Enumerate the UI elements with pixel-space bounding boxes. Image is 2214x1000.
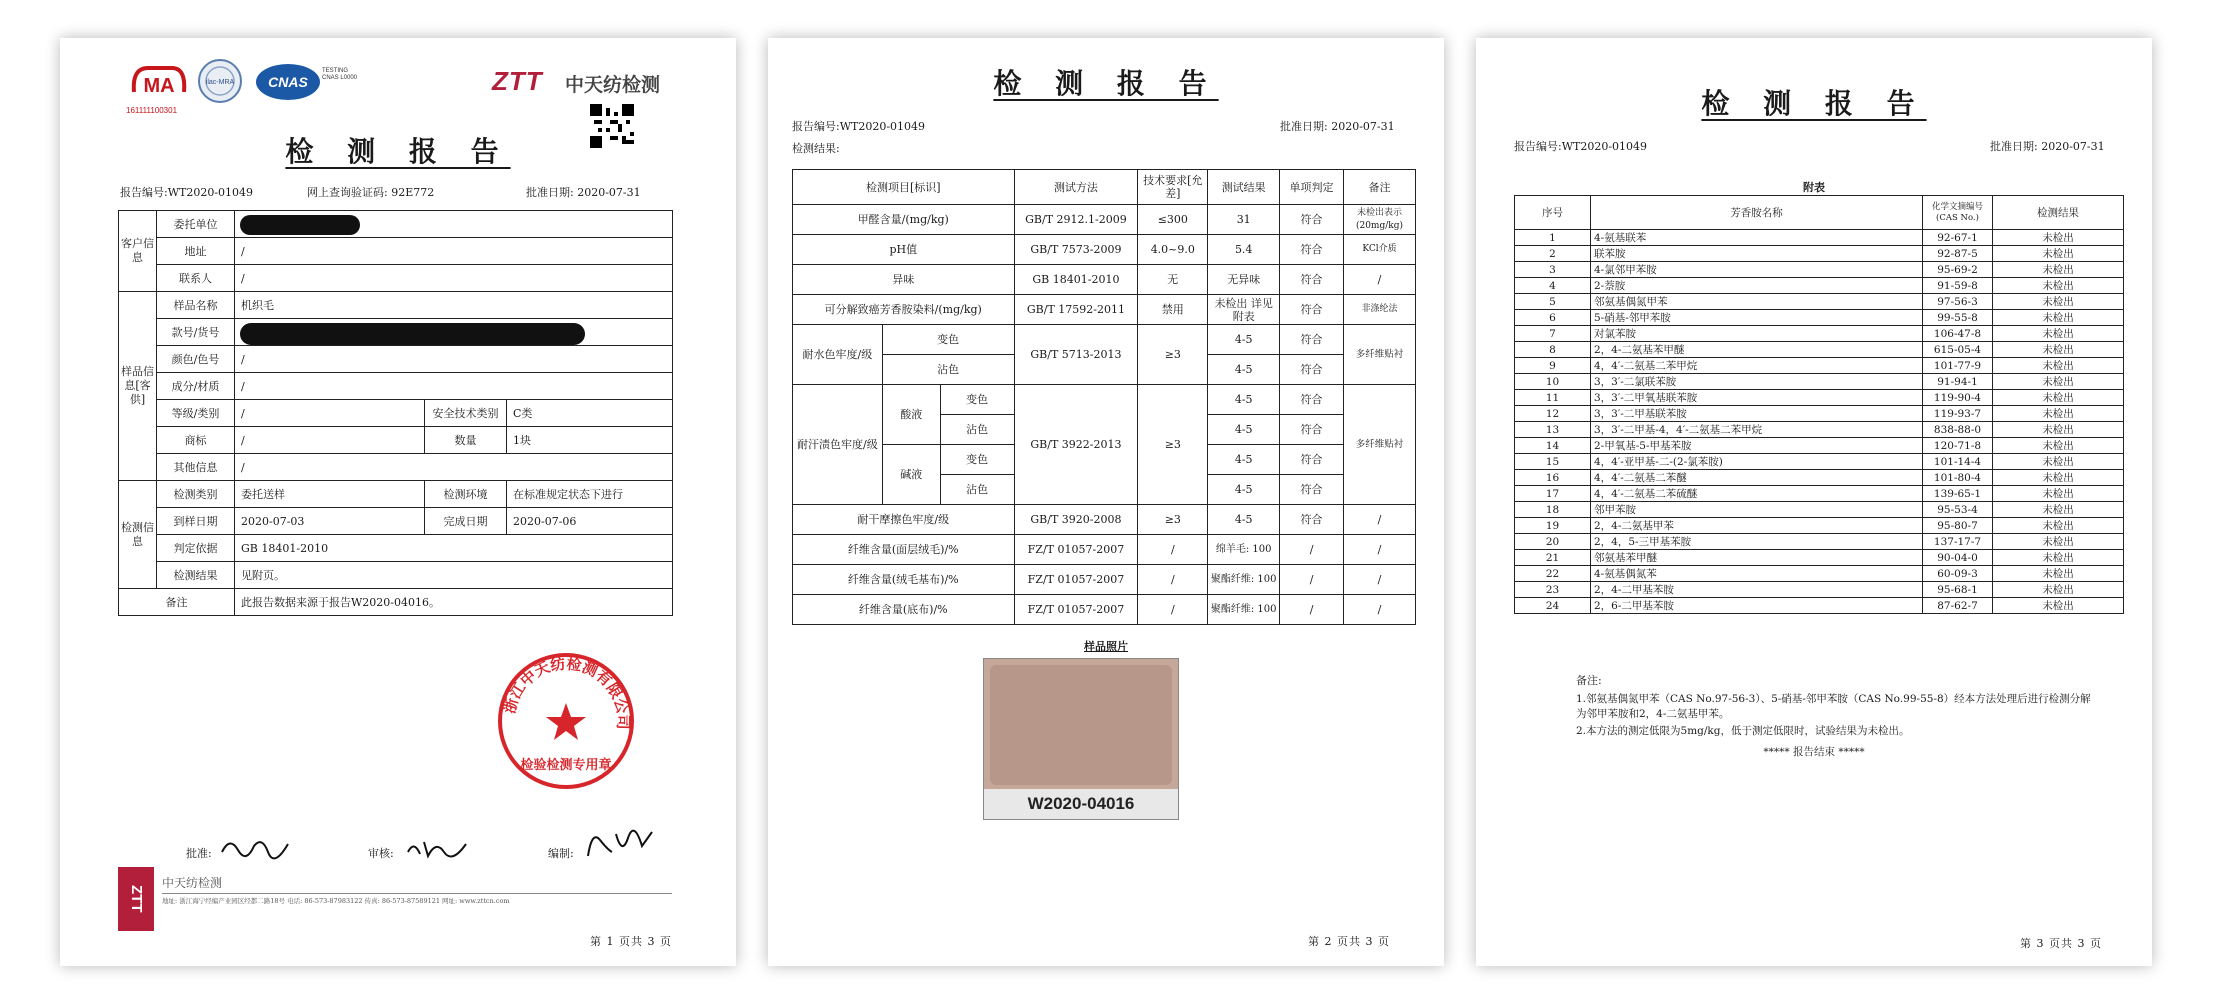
row-name: 2，4-二氨基苯甲醚 (1591, 342, 1923, 358)
cell: 符合 (1280, 295, 1344, 325)
cell: / (1280, 535, 1344, 565)
header-cas: 化学文摘编号(CAS No.) (1923, 196, 1993, 230)
cell: ≥3 (1138, 325, 1208, 385)
item-ph: pH值 (793, 235, 1015, 265)
row-result: 未检出 (1993, 470, 2124, 486)
page-title: 检 测 报 告 (285, 135, 511, 168)
cell: GB/T 2912.1-2009 (1014, 205, 1138, 235)
table-row (1515, 454, 2124, 470)
row-cas: 91-59-8 (1923, 278, 1993, 294)
row-name: 对氯苯胺 (1591, 326, 1923, 342)
row-cas: 615-05-4 (1923, 342, 1993, 358)
header-result: 检测结果 (1993, 196, 2124, 230)
ztt-brand-logo: ZTT (492, 66, 543, 96)
row-no: 16 (1515, 470, 1591, 486)
composition-value: / (235, 373, 673, 400)
cell: ≥3 (1138, 505, 1208, 535)
row-name: 4-氨基联苯 (1591, 230, 1923, 246)
contact-label: 联系人 (157, 265, 235, 292)
cell: 沾色 (882, 355, 1014, 385)
photo-title: 样品照片 (1084, 640, 1128, 653)
cell: GB/T 7573-2009 (1014, 235, 1138, 265)
cell: 聚酯纤维: 100 (1208, 565, 1280, 595)
row-result: 未检出 (1993, 262, 2124, 278)
item-odor: 异味 (793, 265, 1015, 295)
row-name: 3，3′-二氯联苯胺 (1591, 374, 1923, 390)
row-no: 7 (1515, 326, 1591, 342)
row-no: 2 (1515, 246, 1591, 262)
basis-value: GB 18401-2010 (235, 535, 673, 562)
safety-label: 安全技术类别 (425, 400, 507, 427)
row-cas: 119-90-4 (1923, 390, 1993, 406)
table-row (1515, 230, 2124, 246)
header-remark: 备注 (1343, 170, 1415, 205)
review-signature-icon (404, 834, 470, 862)
cell: 4-5 (1208, 325, 1280, 355)
row-name: 2-甲氧基-5-甲基苯胺 (1591, 438, 1923, 454)
cell: 4-5 (1208, 475, 1280, 505)
cell: FZ/T 01057-2007 (1014, 565, 1138, 595)
item-formaldehyde: 甲醛含量/(mg/kg) (793, 205, 1015, 235)
report-number: 报告编号:WT2020-01049 (1514, 140, 1648, 153)
grade-value: / (235, 400, 425, 427)
header-no: 序号 (1515, 196, 1591, 230)
row-name: 3，3′-二甲基-4，4′-二氨基二苯甲烷 (1591, 422, 1923, 438)
table-row (1515, 326, 2124, 342)
svg-text:检验检测专用章: 检验检测专用章 (520, 758, 612, 773)
page-number: 第 3 页共 3 页 (2020, 937, 2102, 950)
compile-label: 编制: (548, 847, 574, 860)
row-cas: 97-56-3 (1923, 294, 1993, 310)
footer-divider (162, 893, 672, 894)
table-row (1515, 294, 2124, 310)
cell: 符合 (1280, 415, 1344, 445)
table-row (1515, 406, 2124, 422)
approve-date: 批准日期: 2020-07-31 (1280, 120, 1395, 133)
row-name: 2，4-二甲基苯胺 (1591, 582, 1923, 598)
row-no: 24 (1515, 598, 1591, 614)
test-results-table (792, 169, 1416, 625)
cell: / (1280, 565, 1344, 595)
trademark-label: 商标 (157, 427, 235, 454)
svg-text:浙江中天纺检测有限公司: 浙江中天纺检测有限公司 (500, 654, 633, 730)
footer-brand: 中天纺检测 (162, 876, 223, 890)
row-name: 4，4′-二氨基二苯醚 (1591, 470, 1923, 486)
cell: 无 (1138, 265, 1208, 295)
row-result: 未检出 (1993, 438, 2124, 454)
svg-text:ilac-MRA: ilac-MRA (205, 79, 235, 86)
cell: / (1343, 265, 1415, 295)
cell: 碱液 (882, 445, 940, 505)
color-label: 颜色/色号 (157, 346, 235, 373)
approve-label: 批准: (186, 847, 212, 860)
row-no: 12 (1515, 406, 1591, 422)
remark-value: 此报告数据来源于报告W2020-04016。 (235, 589, 673, 616)
row-name: 3，3′-二甲氧基联苯胺 (1591, 390, 1923, 406)
table-row (1515, 390, 2124, 406)
model-label: 款号/货号 (157, 319, 235, 346)
row-result: 未检出 (1993, 342, 2124, 358)
cell: 5.4 (1208, 235, 1280, 265)
table-row (1515, 438, 2124, 454)
cell: 符合 (1280, 445, 1344, 475)
cell: 4.0~9.0 (1138, 235, 1208, 265)
env-label: 检测环境 (425, 481, 507, 508)
cell: 符合 (1280, 385, 1344, 415)
svg-text:MA: MA (143, 75, 175, 97)
row-result: 未检出 (1993, 294, 2124, 310)
row-no: 11 (1515, 390, 1591, 406)
finish-value: 2020-07-06 (507, 508, 673, 535)
row-result: 未检出 (1993, 310, 2124, 326)
row-cas: 101-80-4 (1923, 470, 1993, 486)
table-row (1515, 486, 2124, 502)
composition-label: 成分/材质 (157, 373, 235, 400)
color-value: / (235, 346, 673, 373)
row-cas: 60-09-3 (1923, 566, 1993, 582)
row-result: 未检出 (1993, 518, 2124, 534)
row-result: 未检出 (1993, 374, 2124, 390)
cell: 沾色 (940, 415, 1014, 445)
appendix-title: 附表 (1803, 181, 1825, 194)
cell: / (1343, 535, 1415, 565)
table-row (1515, 422, 2124, 438)
quantity-label: 数量 (425, 427, 507, 454)
cell: / (1138, 535, 1208, 565)
test-group-label: 检测信息 (119, 481, 157, 589)
basic-info-table (118, 210, 673, 616)
cell: 符合 (1280, 235, 1344, 265)
row-name: 联苯胺 (1591, 246, 1923, 262)
row-result: 未检出 (1993, 230, 2124, 246)
redaction-model (240, 323, 585, 345)
item-sweat-fastness: 耐汗渍色牢度/级 (793, 385, 883, 505)
cma-logo-icon (128, 62, 190, 106)
ilac-mra-logo-icon (197, 58, 243, 104)
cell: 4-5 (1208, 505, 1280, 535)
results-label: 检测结果: (792, 142, 840, 155)
item-fiber-3: 纤维含量(底布)/% (793, 595, 1015, 625)
row-no: 15 (1515, 454, 1591, 470)
header-name: 芳香胺名称 (1591, 196, 1923, 230)
cell: 符合 (1280, 475, 1344, 505)
table-row (1515, 502, 2124, 518)
table-row (1515, 534, 2124, 550)
row-name: 2-萘胺 (1591, 278, 1923, 294)
table-row (1515, 374, 2124, 390)
row-cas: 106-47-8 (1923, 326, 1993, 342)
page-number: 第 2 页共 3 页 (1308, 935, 1390, 948)
row-no: 17 (1515, 486, 1591, 502)
footer-ztt-logo: ZTT (118, 867, 154, 931)
row-result: 未检出 (1993, 406, 2124, 422)
table-row (1515, 598, 2124, 614)
ztt-brand-cn: 中天纺检测 (565, 75, 661, 96)
quantity-value: 1块 (507, 427, 673, 454)
row-cas: 95-80-7 (1923, 518, 1993, 534)
test-type-label: 检测类别 (157, 481, 235, 508)
cell: / (1343, 595, 1415, 625)
row-cas: 92-87-5 (1923, 246, 1993, 262)
cell: ≥3 (1138, 385, 1208, 505)
cell: 4-5 (1208, 355, 1280, 385)
header-method: 测试方法 (1014, 170, 1138, 205)
row-no: 23 (1515, 582, 1591, 598)
table-row (1515, 358, 2124, 374)
cell: GB/T 3920-2008 (1014, 505, 1138, 535)
sample-name-value: 机织毛 (235, 292, 673, 319)
row-no: 13 (1515, 422, 1591, 438)
row-name: 2，4-二氨基甲苯 (1591, 518, 1923, 534)
cell: / (1280, 595, 1344, 625)
sample-group-label: 样品信息[客供] (119, 292, 157, 481)
row-name: 4，4′-二氨基二苯甲烷 (1591, 358, 1923, 374)
arrive-value: 2020-07-03 (235, 508, 425, 535)
item-fiber-2: 纤维含量(绒毛基布)/% (793, 565, 1015, 595)
cnas-logo-icon: CNAS (256, 64, 320, 100)
report-end: ***** 报告结束 ***** (1763, 746, 1865, 758)
item-fiber-1: 纤维含量(面层绒毛)/% (793, 535, 1015, 565)
cell: 4-5 (1208, 415, 1280, 445)
cell: 31 (1208, 205, 1280, 235)
item-water-fastness: 耐水色牢度/级 (793, 325, 883, 385)
approve-signature-icon (218, 832, 294, 862)
result-label: 检测结果 (157, 562, 235, 589)
cell: 符合 (1280, 355, 1344, 385)
row-cas: 90-04-0 (1923, 550, 1993, 566)
table-row (1515, 342, 2124, 358)
table-row (1515, 550, 2124, 566)
cma-number: 161111100301 (126, 106, 178, 115)
row-name: 5-硝基-邻甲苯胺 (1591, 310, 1923, 326)
trademark-value: / (235, 427, 425, 454)
cell: / (1343, 505, 1415, 535)
cell: / (1343, 565, 1415, 595)
page-number: 第 1 页共 3 页 (590, 935, 672, 948)
review-label: 审核: (368, 847, 394, 860)
cell: 聚酯纤维: 100 (1208, 595, 1280, 625)
row-name: 邻甲苯胺 (1591, 502, 1923, 518)
sample-name-label: 样品名称 (157, 292, 235, 319)
header-requirement: 技术要求[允差] (1138, 170, 1208, 205)
row-name: 4-氨基偶氮苯 (1591, 566, 1923, 582)
row-result: 未检出 (1993, 358, 2124, 374)
sample-photo (983, 658, 1179, 820)
cnas-sub-text: TESTING CNAS L0000 (322, 68, 358, 81)
cell: ≤300 (1138, 205, 1208, 235)
safety-value: C类 (507, 400, 673, 427)
row-cas: 95-53-4 (1923, 502, 1993, 518)
note-2: 2.本方法的测定低限为5mg/kg，低于测定低限时，试验结果为未检出。 (1576, 725, 1910, 737)
row-result: 未检出 (1993, 550, 2124, 566)
row-result: 未检出 (1993, 390, 2124, 406)
row-result: 未检出 (1993, 566, 2124, 582)
row-name: 4-氯邻甲苯胺 (1591, 262, 1923, 278)
row-cas: 137-17-7 (1923, 534, 1993, 550)
address-label: 地址 (157, 238, 235, 265)
header-item: 检测项目[标识] (793, 170, 1015, 205)
header-result: 测试结果 (1208, 170, 1280, 205)
row-result: 未检出 (1993, 326, 2124, 342)
row-name: 2，4，5-三甲基苯胺 (1591, 534, 1923, 550)
contact-value: / (235, 265, 673, 292)
cell: 4-5 (1208, 385, 1280, 415)
row-cas: 838-88-0 (1923, 422, 1993, 438)
row-no: 19 (1515, 518, 1591, 534)
item-azo: 可分解致癌芳香胺染料/(mg/kg) (793, 295, 1015, 325)
cell: FZ/T 01057-2007 (1014, 535, 1138, 565)
other-value: / (235, 454, 673, 481)
cell: GB/T 3922-2013 (1014, 385, 1138, 505)
approve-date: 批准日期: 2020-07-31 (526, 186, 641, 199)
cell: 变色 (940, 445, 1014, 475)
aromatic-amine-table (1514, 195, 2124, 614)
row-result: 未检出 (1993, 502, 2124, 518)
row-name: 3，3′-二甲基联苯胺 (1591, 406, 1923, 422)
cell: 禁用 (1138, 295, 1208, 325)
table-row (1515, 262, 2124, 278)
row-no: 3 (1515, 262, 1591, 278)
cell: 酸液 (882, 385, 940, 445)
row-no: 18 (1515, 502, 1591, 518)
row-cas: 95-69-2 (1923, 262, 1993, 278)
cell: / (1138, 595, 1208, 625)
page-title: 检 测 报 告 (1701, 87, 1927, 120)
remark-label: 备注 (119, 589, 235, 616)
cell: 变色 (940, 385, 1014, 415)
other-label: 其他信息 (157, 454, 235, 481)
row-no: 5 (1515, 294, 1591, 310)
row-cas: 95-68-1 (1923, 582, 1993, 598)
row-result: 未检出 (1993, 582, 2124, 598)
env-value: 在标准规定状态下进行 (507, 481, 673, 508)
row-result: 未检出 (1993, 534, 2124, 550)
row-cas: 101-77-9 (1923, 358, 1993, 374)
arrive-label: 到样日期 (157, 508, 235, 535)
row-result: 未检出 (1993, 422, 2124, 438)
grade-label: 等级/类别 (157, 400, 235, 427)
row-result: 未检出 (1993, 598, 2124, 614)
row-no: 22 (1515, 566, 1591, 582)
result-value: 见附页。 (235, 562, 673, 589)
row-name: 2，6-二甲基苯胺 (1591, 598, 1923, 614)
cell: / (1138, 565, 1208, 595)
table-row (1515, 246, 2124, 262)
client-group-label: 客户信息 (119, 211, 157, 292)
cell: 绵羊毛: 100 (1208, 535, 1280, 565)
redaction-client (240, 215, 360, 235)
report-page-1 (60, 38, 736, 966)
address-value: / (235, 238, 673, 265)
cell: FZ/T 01057-2007 (1014, 595, 1138, 625)
cell: 非涤纶法 (1343, 295, 1415, 325)
cell: 未检出表示(20mg/kg) (1343, 205, 1415, 235)
row-no: 20 (1515, 534, 1591, 550)
row-cas: 120-71-8 (1923, 438, 1993, 454)
inspection-seal-icon (496, 651, 636, 791)
row-no: 10 (1515, 374, 1591, 390)
item-rub-fastness: 耐干摩擦色牢度/级 (793, 505, 1015, 535)
cell: 无异味 (1208, 265, 1280, 295)
row-result: 未检出 (1993, 486, 2124, 502)
row-no: 6 (1515, 310, 1591, 326)
cell: 未检出 详见附表 (1208, 295, 1280, 325)
report-number: 报告编号:WT2020-01049 (792, 120, 926, 133)
row-no: 4 (1515, 278, 1591, 294)
cell: 符合 (1280, 205, 1344, 235)
table-row (1515, 310, 2124, 326)
page-title: 检 测 报 告 (993, 67, 1219, 100)
cell: 符合 (1280, 505, 1344, 535)
cell: 沾色 (940, 475, 1014, 505)
table-row (1515, 566, 2124, 582)
test-type-value: 委托送样 (235, 481, 425, 508)
header-judgement: 单项判定 (1280, 170, 1344, 205)
note-1: 1.邻氨基偶氮甲苯（CAS No.97-56-3）、5-硝基-邻甲苯胺（CAS No.99-55-8）经本方法处理后进行检测分解为邻甲苯胺和2，4-二氨基甲苯。 (1576, 693, 2091, 720)
cell: 多纤维贴衬 (1343, 325, 1415, 385)
notes-title: 备注: (1576, 674, 1602, 687)
row-no: 14 (1515, 438, 1591, 454)
cell: KCl介质 (1343, 235, 1415, 265)
row-name: 邻氨基偶氮甲苯 (1591, 294, 1923, 310)
fabric-swatch (990, 665, 1172, 785)
row-cas: 92-67-1 (1923, 230, 1993, 246)
basis-label: 判定依据 (157, 535, 235, 562)
cell: 符合 (1280, 325, 1344, 355)
cell: 符合 (1280, 265, 1344, 295)
row-cas: 91-94-1 (1923, 374, 1993, 390)
row-name: 4，4′-二氨基二苯硫醚 (1591, 486, 1923, 502)
cell: 多纤维贴衬 (1343, 385, 1415, 505)
row-cas: 139-65-1 (1923, 486, 1993, 502)
finish-label: 完成日期 (425, 508, 507, 535)
row-result: 未检出 (1993, 454, 2124, 470)
row-result: 未检出 (1993, 278, 2124, 294)
row-result: 未检出 (1993, 246, 2124, 262)
row-no: 1 (1515, 230, 1591, 246)
cell: 变色 (882, 325, 1014, 355)
compile-signature-icon (582, 826, 658, 862)
report-number: 报告编号:WT2020-01049 (120, 186, 254, 199)
row-cas: 87-62-7 (1923, 598, 1993, 614)
cell: GB/T 5713-2013 (1014, 325, 1138, 385)
row-name: 4，4′-亚甲基-二-(2-氯苯胺) (1591, 454, 1923, 470)
row-no: 9 (1515, 358, 1591, 374)
row-cas: 101-14-4 (1923, 454, 1993, 470)
row-no: 21 (1515, 550, 1591, 566)
client-label: 委托单位 (157, 211, 235, 238)
row-cas: 119-93-7 (1923, 406, 1993, 422)
table-row (1515, 518, 2124, 534)
table-row (1515, 278, 2124, 294)
cell: 4-5 (1208, 445, 1280, 475)
sample-photo-label: W2020-04016 (984, 789, 1178, 819)
report-page-2 (768, 38, 1444, 966)
table-row (1515, 470, 2124, 486)
row-name: 邻氨基苯甲醚 (1591, 550, 1923, 566)
row-cas: 99-55-8 (1923, 310, 1993, 326)
cell: GB/T 17592-2011 (1014, 295, 1138, 325)
approve-date: 批准日期: 2020-07-31 (1990, 140, 2105, 153)
row-no: 8 (1515, 342, 1591, 358)
table-row (1515, 582, 2124, 598)
cell: GB 18401-2010 (1014, 265, 1138, 295)
footer-address: 地址: 浙江海宁经编产业园区经都二路18号 电话: 86-573-87983122 传真: 86-573-87589121 网址: www.zttcn.com (162, 897, 510, 905)
report-page-3 (1476, 38, 2152, 966)
verify-code: 网上查询验证码: 92E772 (307, 186, 435, 199)
